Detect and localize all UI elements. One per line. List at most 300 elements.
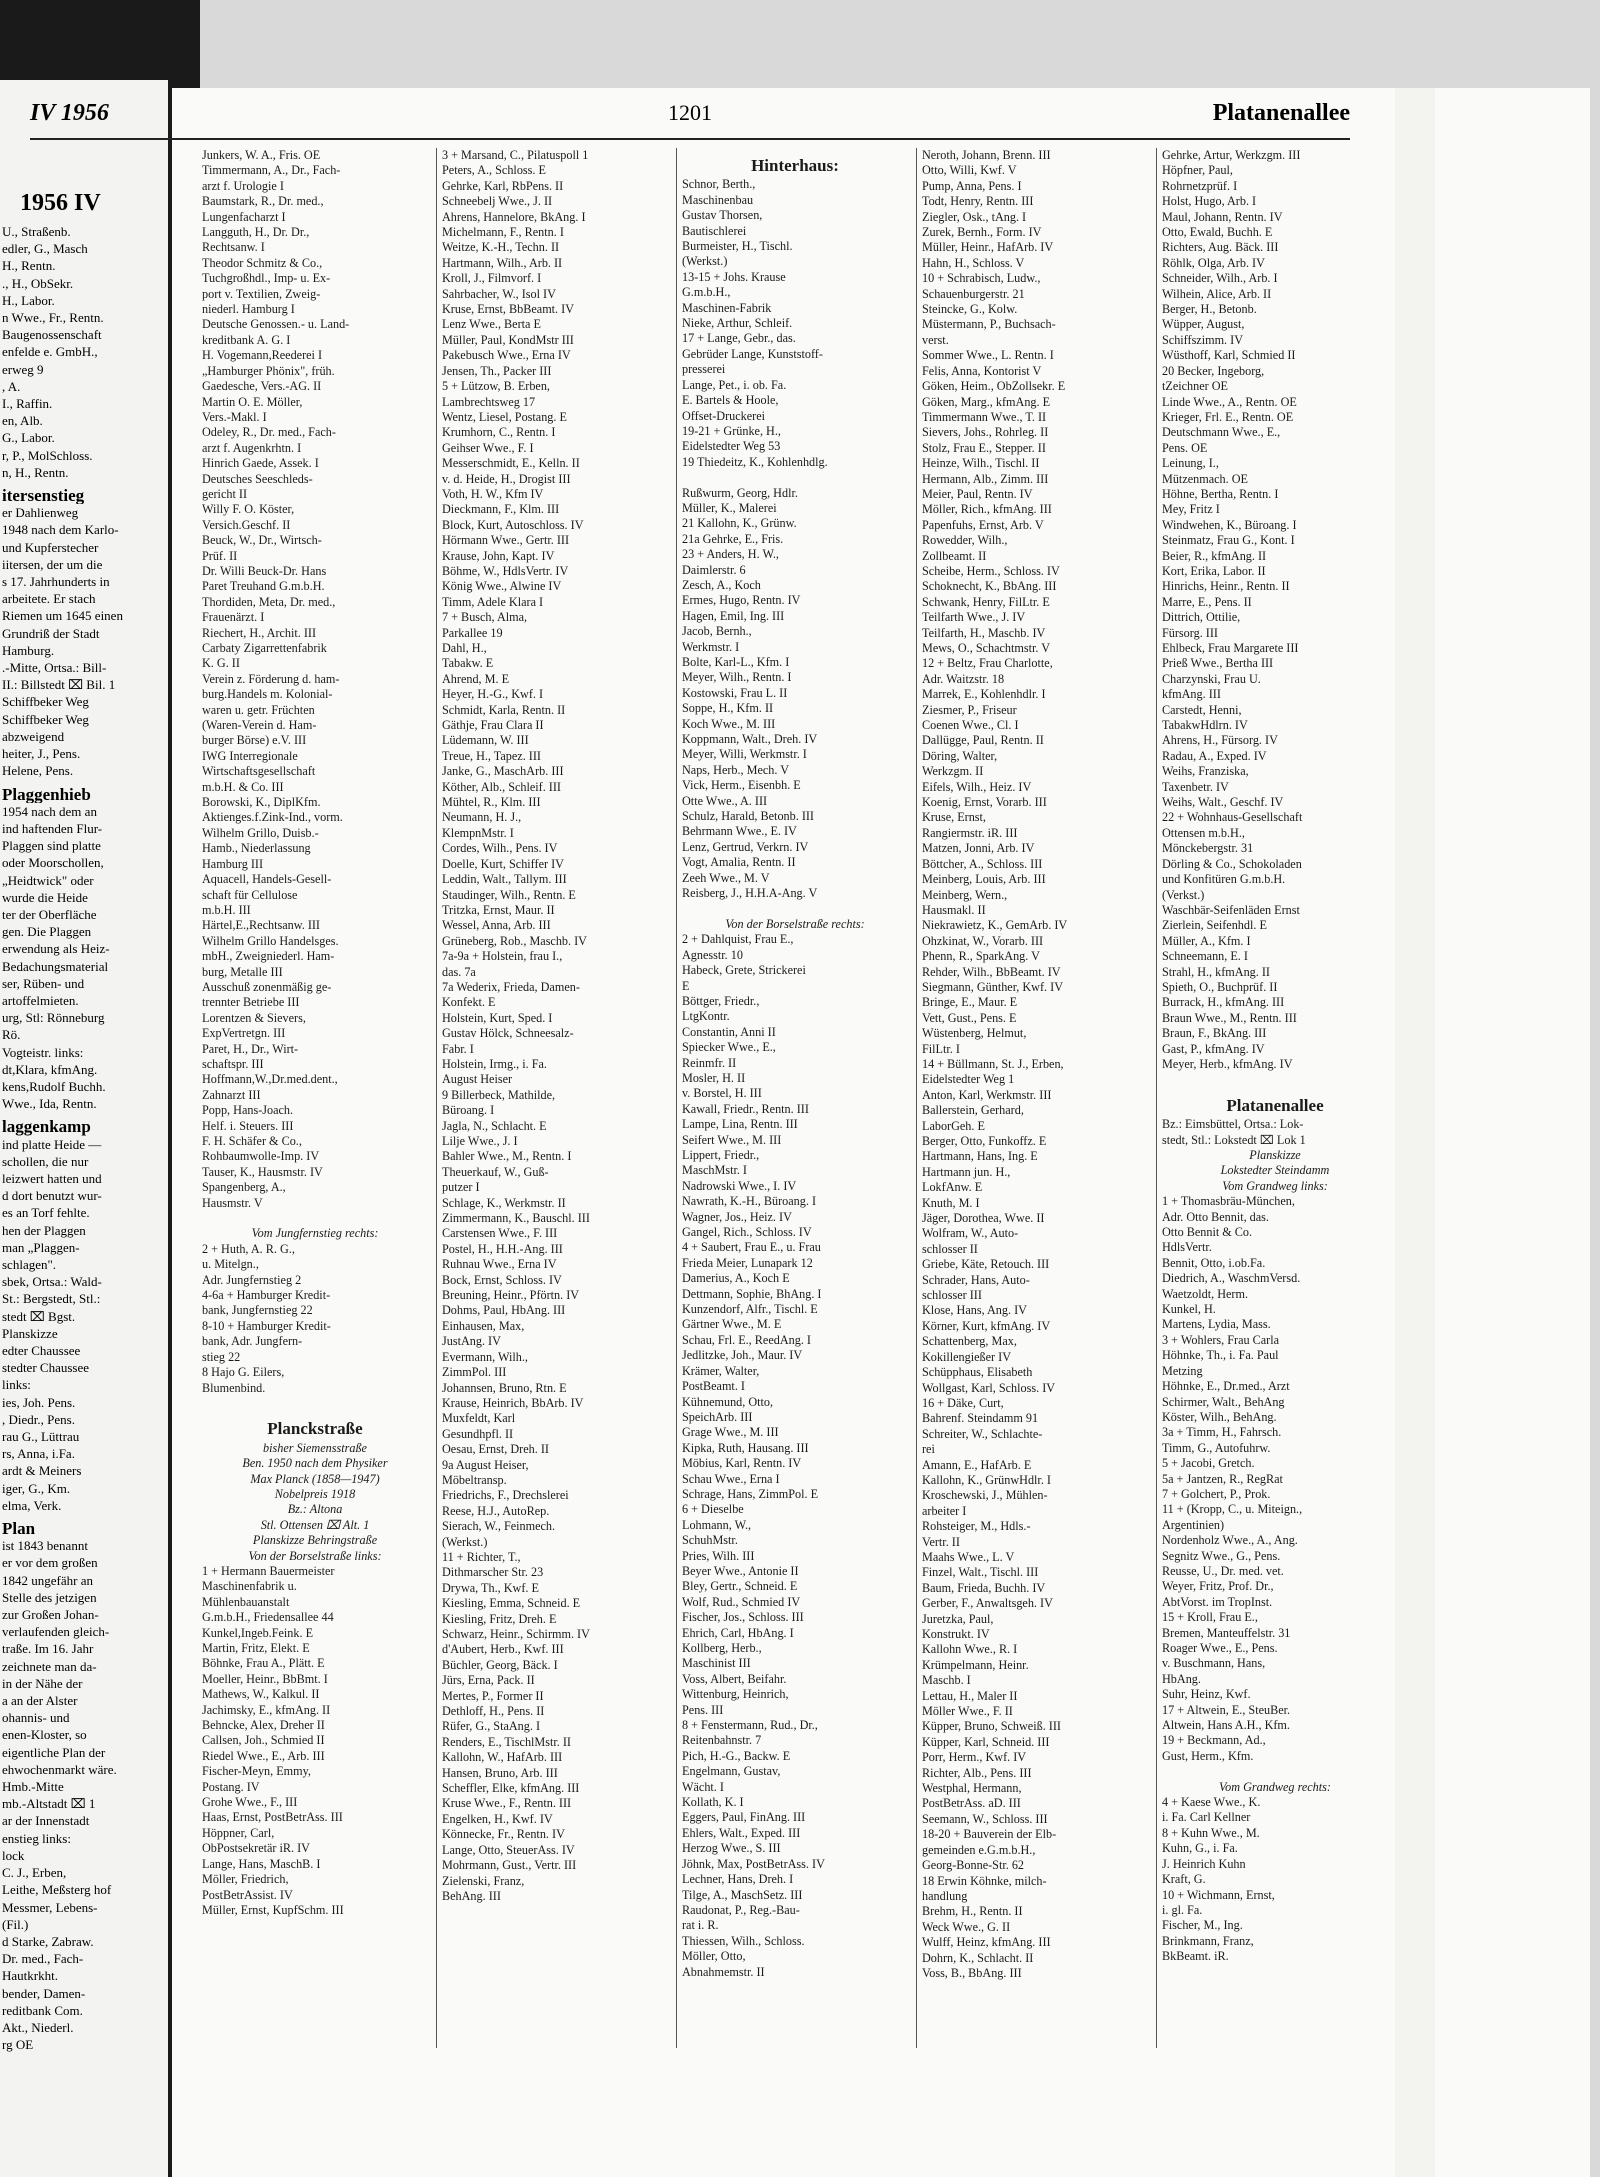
directory-entry: Meyer, Herb., kfmAng. IV: [1162, 1056, 1293, 1071]
directory-entry: Linde Wwe., A., Rentn. OE: [1162, 394, 1297, 409]
section-note: Planskizze Behringstraße: [252, 1533, 378, 1548]
left-page-column: [0, 223, 168, 2053]
directory-entry: Kunzendorf, Alfr., Tischl. E: [682, 1302, 818, 1317]
directory-entry: Vers.-Makl. I: [202, 409, 267, 424]
directory-entry: Jäger, Dorothea, Wwe. II: [922, 1211, 1045, 1226]
directory-entry: Holst, Hugo, Arb. I: [1162, 194, 1257, 209]
directory-entry: Roager Wwe., E., Pens.: [1162, 1641, 1278, 1655]
directory-entry: Möller Wwe., F. II: [922, 1704, 1013, 1719]
directory-entry: Lange, Hans, MaschB. I: [202, 1856, 321, 1871]
directory-entry: Mühtel, R., Klm. III: [442, 795, 541, 810]
left-page-line: ind platte Heide —: [2, 1136, 102, 1152]
directory-entry: Dettmann, Sophie, BhAng. I: [682, 1286, 822, 1301]
directory-entry: Kruse, Ernst,: [922, 810, 986, 825]
directory-entry: 19-21 + Grünke, H.,: [682, 423, 781, 438]
directory-entry: König Wwe., Alwine IV: [442, 579, 562, 594]
directory-entry: Grohe Wwe., F., III: [202, 1795, 298, 1810]
directory-entry: Timmermann, A., Dr., Fach-: [202, 163, 341, 178]
directory-entry: Höppner, Carl,: [202, 1825, 275, 1840]
directory-entry: Moeller, Heinr., BbBmt. I: [202, 1671, 328, 1686]
directory-entry: waren u. getr. Früchten: [202, 702, 315, 717]
directory-entry: Martin O. E. Möller,: [202, 394, 303, 409]
directory-entry: Ziegler, Osk., tAng. I: [922, 209, 1027, 224]
directory-entry: Phenn, R., SparkAng. V: [922, 949, 1040, 964]
directory-entry: Möbeltransp.: [442, 1472, 507, 1487]
directory-entry: Adr. Waitzstr. 18: [922, 671, 1005, 686]
directory-entry: Vick, Herm., Eisenbh. E: [682, 778, 801, 793]
directory-entry: 13-15 + Johs. Krause: [682, 269, 786, 284]
left-page-line: St.: Bergstedt, Stl.:: [2, 1291, 101, 1307]
left-page-line: ist 1843 benannt: [2, 1538, 88, 1554]
left-page-line: ., H., ObSekr.: [2, 275, 74, 291]
directory-entry: HbAng.: [1162, 1671, 1201, 1686]
directory-entry: Koppmann, Walt., Dreh. IV: [682, 732, 818, 747]
directory-entry: Griebe, Käte, Retouch. III: [922, 1257, 1050, 1272]
directory-entry: Lange, Otto, SteuerAss. IV: [442, 1842, 575, 1857]
directory-entry: Gäthje, Frau Clara II: [442, 718, 544, 733]
directory-entry: Schneider, Wilh., Arb. I: [1162, 271, 1278, 286]
directory-entry: Zierlein, Seifenhdl. E: [1162, 918, 1267, 933]
directory-entry: Hagen, Emil, Ing. III: [682, 608, 785, 623]
left-page-line: er Dahlienweg: [2, 505, 79, 521]
directory-entry: Weihs, Walt., Geschf. IV: [1162, 795, 1284, 810]
directory-entry: Messerschmidt, E., Kelln. II: [442, 456, 580, 471]
left-page-line: n Wwe., Fr., Rentn.: [2, 310, 104, 326]
directory-entry: Adr. Jungfernstieg 2: [202, 1272, 302, 1287]
street-title: Planckstraße: [267, 1421, 363, 1437]
directory-entry: Behrmann Wwe., E. IV: [682, 824, 797, 839]
directory-entry: stedt, Stl.: Lokstedt ⌧ Lok 1: [1162, 1132, 1306, 1147]
directory-entry: Dohms, Paul, HbAng. III: [442, 1303, 566, 1318]
left-page-line: heiter, J., Pens.: [2, 746, 81, 762]
directory-entry: Fischer-Meyn, Emmy,: [202, 1764, 311, 1779]
left-page-line: und Kupferstecher: [2, 539, 99, 555]
page-edge: [1395, 88, 1435, 2177]
left-page-line: eigentliche Plan der: [2, 1744, 106, 1760]
directory-entry: Niekrawietz, K., GemArb. IV: [922, 918, 1068, 933]
directory-entry: 14 + Büllmann, St. J., Erben,: [922, 1056, 1064, 1071]
directory-entry: Prüf. II: [202, 548, 238, 563]
directory-entry: Dallügge, Paul, Rentn. II: [922, 733, 1044, 748]
directory-entry: Kunkel, H.: [1162, 1302, 1216, 1317]
left-page-header: 1956 IV: [20, 190, 101, 216]
directory-entry: Riechert, H., Archit. III: [202, 625, 317, 640]
directory-entry: Langguth, H., Dr. Dr.,: [202, 225, 310, 240]
page-header: [30, 100, 1350, 136]
directory-entry: i. gl. Fa.: [1162, 1902, 1203, 1917]
directory-entry: Theuerkauf, W., Guß-: [442, 1164, 549, 1179]
directory-entry: Haas, Ernst, PostBetrAss. III: [202, 1810, 343, 1825]
directory-entry: Könnecke, Fr., Rentn. IV: [442, 1827, 565, 1842]
section-note: Vom Grandweg links:: [1222, 1178, 1328, 1193]
directory-entry: 7a-9a + Holstein, frau I.,: [442, 949, 563, 964]
directory-entry: schaftspr. III: [202, 1056, 264, 1071]
directory-entry: 10 + Schrabisch, Ludw.,: [922, 271, 1041, 286]
directory-entry: Heyer, H.-G., Kwf. I: [442, 687, 544, 702]
left-page-line: a an der Alster: [2, 1693, 78, 1709]
directory-entry: Peters, A., Schloss. E: [442, 163, 546, 178]
left-page-line: s 17. Jahrhunderts in: [2, 574, 110, 590]
left-page-line: r, P., MolSchloss.: [2, 447, 93, 463]
directory-entry: „Hamburger Phönix", früh.: [202, 363, 335, 378]
directory-entry: Gust, Herm., Kfm.: [1162, 1748, 1254, 1763]
section-note: Nobelpreis 1918: [274, 1486, 356, 1501]
directory-entry: 7 + Golchert, P., Prok.: [1162, 1486, 1271, 1501]
directory-entry: Jöhnk, Max, PostBetrAss. IV: [682, 1856, 825, 1871]
directory-entry: Voss, Albert, Beifahr.: [682, 1671, 787, 1686]
left-page-line: sbek, Ortsa.: Wald-: [2, 1274, 102, 1290]
directory-entry: LtgKontr.: [682, 1009, 730, 1024]
directory-entry: Döring, Walter,: [922, 748, 998, 763]
directory-entry: Friedrichs, F., Drechslerei: [442, 1488, 569, 1503]
left-page-line: rau G., Lüttrau: [2, 1429, 80, 1445]
directory-entry: Ehlers, Walt., Exped. III: [682, 1825, 801, 1840]
directory-entry: 16 + Däke, Curt,: [922, 1395, 1004, 1410]
directory-entry: Bolte, Karl-L., Kfm. I: [682, 655, 790, 669]
directory-entry: Lenz Wwe., Berta E: [442, 317, 541, 332]
directory-entry: Frauenärzt. I: [202, 610, 265, 625]
directory-entry: 8-10 + Hamburger Kredit-: [202, 1318, 331, 1333]
directory-entry: Richters, Aug. Bäck. III: [1162, 240, 1279, 255]
directory-entry: tZeichner OE: [1162, 379, 1228, 394]
directory-entry: port v. Textilien, Zweig-: [202, 286, 321, 301]
directory-entry: G.m.b.H., Friedensallee 44: [202, 1610, 334, 1625]
directory-entry: Braun Wwe., M., Rentn. III: [1162, 1010, 1297, 1025]
directory-entry: Gärtner Wwe., M. E: [682, 1317, 782, 1332]
directory-entry: Rowedder, Wilh.,: [922, 533, 1008, 548]
directory-entry: Wolf, Rud., Schmied IV: [682, 1594, 801, 1609]
directory-entry: Seemann, W., Schloss. III: [922, 1811, 1048, 1826]
directory-entry: Bahler Wwe., M., Rentn. I: [442, 1149, 572, 1164]
left-page-line: Schiffbeker Weg: [2, 694, 89, 710]
directory-entry: Wilhelm Grillo Handelsges.: [202, 933, 339, 948]
directory-entry: Lambrechtsweg 17: [442, 394, 536, 409]
left-page-line: reditbank Com.: [2, 2002, 83, 2018]
directory-entry: 9 Billerbeck, Mathilde,: [442, 1087, 556, 1102]
directory-entry: Otto Bennit & Co.: [1162, 1225, 1253, 1240]
left-page-line: man „Plaggen-: [2, 1239, 80, 1255]
left-page-line: en, Alb.: [2, 413, 43, 429]
directory-entry: Schlage, K., Werkmstr. II: [442, 1195, 566, 1210]
directory-entry: Kostowski, Frau L. II: [682, 685, 788, 700]
left-page-line: Bedachungsmaterial: [2, 958, 109, 974]
directory-entry: Otto, Ewald, Buchh. E: [1162, 225, 1273, 240]
directory-entry: Offset-Druckerei: [682, 408, 766, 423]
directory-entry: Sierach, W., Feinmech.: [442, 1519, 556, 1534]
directory-entry: Adr. Otto Bennit, das.: [1162, 1209, 1269, 1224]
directory-entry: Kokillengießer IV: [922, 1349, 1012, 1364]
directory-entry: Böhme, W., HdlsVertr. IV: [442, 563, 569, 578]
directory-entry: LaborGeh. E: [922, 1118, 985, 1133]
section-note: Von der Borselstraße rechts:: [725, 916, 865, 931]
directory-entry: [202, 1396, 428, 1411]
left-page-line: enfelde e. GmbH.,: [2, 344, 98, 360]
directory-entry: Dieckmann, F., Klm. III: [442, 502, 560, 517]
directory-entry: Aktienges.f.Zink-Ind., vorm.: [202, 810, 343, 825]
left-page-line: itersenstieg: [2, 487, 85, 505]
left-page-line: .-Mitte, Ortsa.: Bill-: [2, 660, 107, 676]
directory-entry: Rohbaumwolle-Imp. IV: [202, 1149, 320, 1164]
directory-entry: Daimlerstr. 6: [682, 562, 746, 577]
directory-entry: kfmAng. III: [1162, 687, 1221, 702]
directory-entry: Timm, Adele Klara I: [442, 594, 544, 609]
directory-entry: v. Buschmann, Hans,: [1162, 1656, 1266, 1671]
directory-entry: Maahs Wwe., L. V: [922, 1549, 1015, 1564]
directory-entry: 21a Gehrke, E., Fris.: [682, 531, 784, 546]
directory-entry: Marre, E., Pens. II: [1162, 594, 1252, 609]
directory-entry: Holstein, Kurt, Sped. I: [442, 1010, 553, 1025]
left-page-line: Rö.: [2, 1027, 21, 1043]
directory-entry: Rehder, Wilh., BbBeamt. IV: [922, 964, 1061, 979]
directory-entry: Steinmatz, Frau G., Kont. I: [1162, 533, 1295, 548]
left-page-line: oder Moorschollen,: [2, 855, 104, 871]
directory-entry: Dohrn, K., Schlacht. II: [922, 1950, 1034, 1965]
directory-entry: Pries, Wilh. III: [682, 1548, 755, 1563]
directory-entry: Krause, John, Kapt. IV: [442, 548, 555, 563]
directory-entry: Papenfuhs, Ernst, Arb. V: [922, 517, 1044, 532]
directory-entry: Schiffszimm. IV: [1162, 332, 1244, 347]
directory-entry: Klose, Hans, Ang. IV: [922, 1303, 1027, 1318]
directory-entry: BehAng. III: [442, 1888, 501, 1903]
directory-entry: Paret Treuhand G.m.b.H.: [202, 579, 325, 594]
directory-entry: Ohzkinat, W., Vorarb. III: [922, 933, 1044, 948]
directory-entry: H. Vogemann,Reederei I: [202, 348, 323, 363]
directory-entry: i. Fa. Carl Kellner: [1162, 1810, 1251, 1825]
directory-entry: Meinberg, Louis, Arb. III: [922, 872, 1046, 887]
directory-entry: Werkzgm. II: [922, 764, 984, 779]
directory-entry: Hermann, Alb., Zimm. III: [922, 471, 1049, 486]
left-page-line: 1842 ungefähr an: [2, 1572, 93, 1588]
directory-entry: Grüneberg, Rob., Maschb. IV: [442, 933, 587, 948]
left-page-line: artoffelmieten.: [2, 992, 79, 1008]
directory-entry: Theodor Schmitz & Co.,: [202, 255, 323, 270]
left-page-line: wurde die Heide: [2, 889, 88, 905]
directory-entry: 22 + Wohnhaus-Gesellschaft: [1162, 810, 1303, 825]
directory-entry: arbeiter I: [922, 1503, 967, 1518]
directory-entry: Rechtsanw. I: [202, 240, 265, 255]
directory-entry: Pakebusch Wwe., Erna IV: [442, 348, 571, 363]
directory-entry: PostBetrAss. aD. III: [922, 1796, 1021, 1811]
directory-entry: Behncke, Alex, Dreher II: [202, 1718, 325, 1733]
directory-entry: m.b.H. & Co. III: [202, 779, 284, 794]
directory-entry: Damerius, A., Koch E: [682, 1271, 790, 1286]
directory-entry: 2 + Huth, A. R. G.,: [202, 1241, 295, 1256]
directory-entry: JustAng. IV: [442, 1334, 501, 1349]
column-1: [202, 148, 428, 1918]
directory-entry: Zurek, Bernh., Form. IV: [922, 225, 1042, 240]
directory-entry: Krumhorn, C., Rentn. I: [442, 425, 556, 440]
directory-entry: Lilje Wwe., J. I: [442, 1134, 518, 1148]
directory-entry: Deutschmann Wwe., E.,: [1162, 425, 1281, 440]
directory-entry: Pens. III: [682, 1702, 724, 1717]
left-page-line: schlagen".: [2, 1256, 57, 1272]
directory-entry: Scheffler, Elke, kfmAng. III: [442, 1781, 580, 1796]
directory-entry: 6 + Dieselbe: [682, 1502, 744, 1517]
directory-entry: Hausmstr. V: [202, 1195, 263, 1210]
directory-entry: Rohsteiger, M., Hdls.-: [922, 1519, 1031, 1534]
directory-entry: Gesundhpfl. II: [442, 1426, 514, 1441]
directory-entry: BkBeamt. iR.: [1162, 1949, 1229, 1964]
directory-entry: Lungenfacharzt I: [202, 209, 286, 224]
directory-entry: Todt, Henry, Rentn. III: [922, 194, 1034, 209]
left-page-line: Hamburg.: [2, 642, 55, 658]
directory-entry: Muxfeldt, Karl: [442, 1411, 516, 1426]
directory-entry: Eifels, Wilh., Heiz. IV: [922, 779, 1032, 794]
directory-entry: Hartmann, Hans, Ing. E: [922, 1149, 1038, 1164]
directory-entry: Soppe, H., Kfm. II: [682, 701, 774, 716]
left-page-line: Riemen um 1645 einen: [2, 608, 123, 624]
directory-entry: Wirtschaftsgesellschaft: [202, 764, 316, 779]
directory-entry: Ahrens, Hannelore, BkAng. I: [442, 209, 586, 224]
directory-entry: Habeck, Grete, Strickerei: [682, 963, 806, 978]
directory-entry: Wagner, Jos., Heiz. IV: [682, 1209, 792, 1224]
directory-entry: Rüfer, G., StaAng. I: [442, 1719, 541, 1734]
directory-entry: Pump, Anna, Pens. I: [922, 178, 1022, 193]
directory-entry: Martens, Lydia, Mass.: [1162, 1317, 1271, 1332]
directory-entry: Wulff, Heinz, kfmAng. III: [922, 1935, 1051, 1950]
directory-entry: Zielenski, Franz,: [442, 1873, 525, 1888]
left-page-line: H., Labor.: [2, 292, 55, 308]
directory-entry: Westphal, Hermann,: [922, 1781, 1022, 1796]
left-page-line: enen-Kloster, so: [2, 1727, 87, 1743]
column-3: [682, 148, 908, 1980]
directory-entry: Postel, H., H.H.-Ang. III: [442, 1241, 563, 1256]
directory-entry: K. G. II: [202, 656, 240, 671]
directory-entry: Mohrmann, Gust., Vertr. III: [442, 1858, 577, 1873]
directory-entry: Berger, Otto, Funkoffz. E: [922, 1134, 1047, 1148]
directory-entry: Schneebelj Wwe., J. II: [442, 194, 553, 209]
directory-entry: Segnitz Wwe., G., Pens.: [1162, 1548, 1281, 1563]
directory-entry: Helf. i. Steuers. III: [202, 1118, 294, 1133]
left-page-line: ser, Rüben- und: [2, 975, 85, 991]
left-page-line: abzweigend: [2, 728, 65, 744]
directory-entry: Thiessen, Wilh., Schloss.: [682, 1933, 805, 1948]
directory-entry: Lettau, H., Maler II: [922, 1688, 1018, 1703]
directory-entry: Teilfarth Wwe., J. IV: [922, 610, 1026, 625]
directory-entry: Bennit, Otto, i.ob.Fa.: [1162, 1255, 1266, 1270]
column-divider: [916, 148, 917, 2048]
directory-entry: Schmidt, Karla, Rentn. II: [442, 702, 566, 717]
directory-entry: Göken, Marg., kfmAng. E: [922, 394, 1051, 409]
directory-entry: AbtVorst. im TropInst.: [1162, 1594, 1273, 1609]
directory-entry: Renders, E., TischlMstr. II: [442, 1734, 571, 1749]
left-page-line: 1954 nach dem an: [2, 803, 97, 819]
street-heading: Platanenallee: [1212, 100, 1350, 126]
directory-entry: Jachimsky, E., kfmAng. II: [202, 1702, 331, 1717]
left-page-line: , Diedr., Pens.: [2, 1411, 75, 1427]
left-page-line: Plan: [2, 1520, 36, 1538]
directory-entry: Kruse Wwe., F., Rentn. III: [442, 1796, 572, 1811]
directory-entry: Eidelstedter Weg 53: [682, 439, 781, 454]
directory-entry: Kawall, Friedr., Rentn. III: [682, 1101, 809, 1116]
directory-entry: Juretzka, Paul,: [922, 1611, 994, 1626]
directory-entry: Riedel Wwe., E., Arb. III: [202, 1748, 325, 1763]
directory-entry: Voss, B., BbAng. III: [922, 1965, 1022, 1980]
directory-entry: Gustav Hölck, Schneesalz-: [442, 1026, 574, 1041]
directory-entry: arzt f. Augenkrhtn. I: [202, 440, 302, 455]
directory-entry: Büchler, Georg, Bäck. I: [442, 1657, 558, 1672]
left-page: [0, 80, 168, 2177]
directory-entry: Kort, Erika, Labor. II: [1162, 563, 1266, 578]
directory-entry: Ottensen m.b.H.,: [1162, 825, 1245, 840]
left-page-line: Messmer, Lebens-: [2, 1899, 98, 1915]
left-page-line: hen der Plaggen: [2, 1222, 86, 1238]
directory-entry: Berger, H., Betonb.: [1162, 302, 1257, 317]
directory-entry: Frieda Meier, Lunapark 12: [682, 1255, 813, 1270]
directory-entry: Lorentzen & Sievers,: [202, 1010, 306, 1025]
directory-entry: Maschinen-Fabrik: [682, 300, 772, 315]
directory-entry: Zimmermann, K., Bauschl. III: [442, 1211, 590, 1226]
directory-entry: das. 7a: [442, 964, 476, 979]
directory-entry: Nordenholz Wwe., A., Ang.: [1162, 1533, 1298, 1548]
column-2: [442, 148, 668, 1904]
directory-entry: Hansen, Bruno, Arb. III: [442, 1765, 558, 1780]
directory-entry: Schauenburgerstr. 21: [922, 286, 1025, 301]
directory-entry: Rangiermstr. iR. III: [922, 825, 1018, 840]
directory-entry: August Heiser: [442, 1072, 513, 1087]
left-page-line: bender, Damen-: [2, 1985, 86, 2001]
directory-entry: Matzen, Jonni, Arb. IV: [922, 841, 1035, 856]
directory-entry: Lohmann, W.,: [682, 1517, 752, 1532]
directory-entry: Johannsen, Bruno, Rtn. E: [442, 1380, 567, 1395]
directory-entry: Siegmann, Günther, Kwf. IV: [922, 979, 1063, 994]
directory-entry: Lechner, Hans, Dreh. I: [682, 1872, 794, 1887]
left-page-line: traße. Im 16. Jahr: [2, 1641, 94, 1657]
directory-entry: Bremen, Manteuffelstr. 31: [1162, 1625, 1291, 1640]
directory-entry: Krümpelmann, Heinr.: [922, 1657, 1029, 1672]
directory-entry: LokfAnw. E: [922, 1180, 983, 1195]
directory-entry: Sommer Wwe., L. Rentn. I: [922, 348, 1054, 363]
directory-entry: 8 + Fenstermann, Rud., Dr.,: [682, 1718, 818, 1733]
section-note: Max Planck (1858—1947): [250, 1471, 380, 1486]
directory-entry: d'Aubert, Herb., Kwf. III: [442, 1642, 564, 1657]
directory-entry: Dr. Willi Beuck-Dr. Hans: [202, 563, 327, 578]
directory-entry: Burrack, H., kfmAng. III: [1162, 995, 1285, 1010]
directory-entry: Gustav Thorsen,: [682, 208, 763, 223]
directory-entry: Rohrnetzprüf. I: [1162, 178, 1238, 193]
left-page-line: dt,Klara, kfmAng.: [2, 1061, 98, 1077]
directory-entry: Lange, Pet., i. ob. Fa.: [682, 377, 787, 392]
directory-entry: Kroschewski, J., Mühlen-: [922, 1488, 1048, 1503]
directory-entry: Mosler, H. II: [682, 1070, 746, 1085]
directory-entry: Jacob, Bernh.,: [682, 624, 752, 639]
directory-entry: Schwank, Henry, FilLtr. E: [922, 594, 1050, 609]
directory-entry: Charzynski, Frau U.: [1162, 671, 1261, 686]
directory-entry: Spangenberg, A.,: [202, 1180, 286, 1195]
directory-entry: Sahrbacher, W., Isol IV: [442, 286, 556, 301]
directory-entry: Carbaty Zigarrettenfabrik: [202, 641, 327, 655]
directory-entry: m.b.H. III: [202, 902, 251, 917]
directory-entry: Lüdemann, W. III: [442, 733, 529, 748]
left-page-line: U., Straßenb.: [2, 224, 71, 239]
directory-entry: Mathews, W., Kalkul. II: [202, 1687, 320, 1702]
directory-entry: Vett, Gust., Pens. E: [922, 1010, 1017, 1025]
directory-entry: 20 Becker, Ingeborg,: [1162, 363, 1265, 378]
directory-entry: Kroll, J., Filmvorf. I: [442, 271, 542, 286]
left-page-line: ar der Innenstadt: [2, 1813, 90, 1829]
directory-entry: TabakwHdlrn. IV: [1162, 718, 1248, 733]
left-page-line: Schiffbeker Weg: [2, 711, 89, 727]
directory-entry: SpeichArb. III: [682, 1409, 753, 1424]
directory-entry: Ahrend, M. E: [442, 671, 510, 686]
directory-entry: Dithmarscher Str. 23: [442, 1565, 544, 1580]
directory-entry: Kollberg, Herb.,: [682, 1641, 762, 1655]
section-note: bisher Siemensstraße: [263, 1440, 367, 1455]
directory-entry: SchuhMstr.: [682, 1533, 738, 1548]
directory-entry: Weck Wwe., G. II: [922, 1919, 1011, 1934]
directory-entry: Scheibe, Herm., Schloss. IV: [922, 563, 1060, 578]
directory-entry: 19 Thiedeitz, K., Kohlenhdlg.: [682, 454, 828, 469]
